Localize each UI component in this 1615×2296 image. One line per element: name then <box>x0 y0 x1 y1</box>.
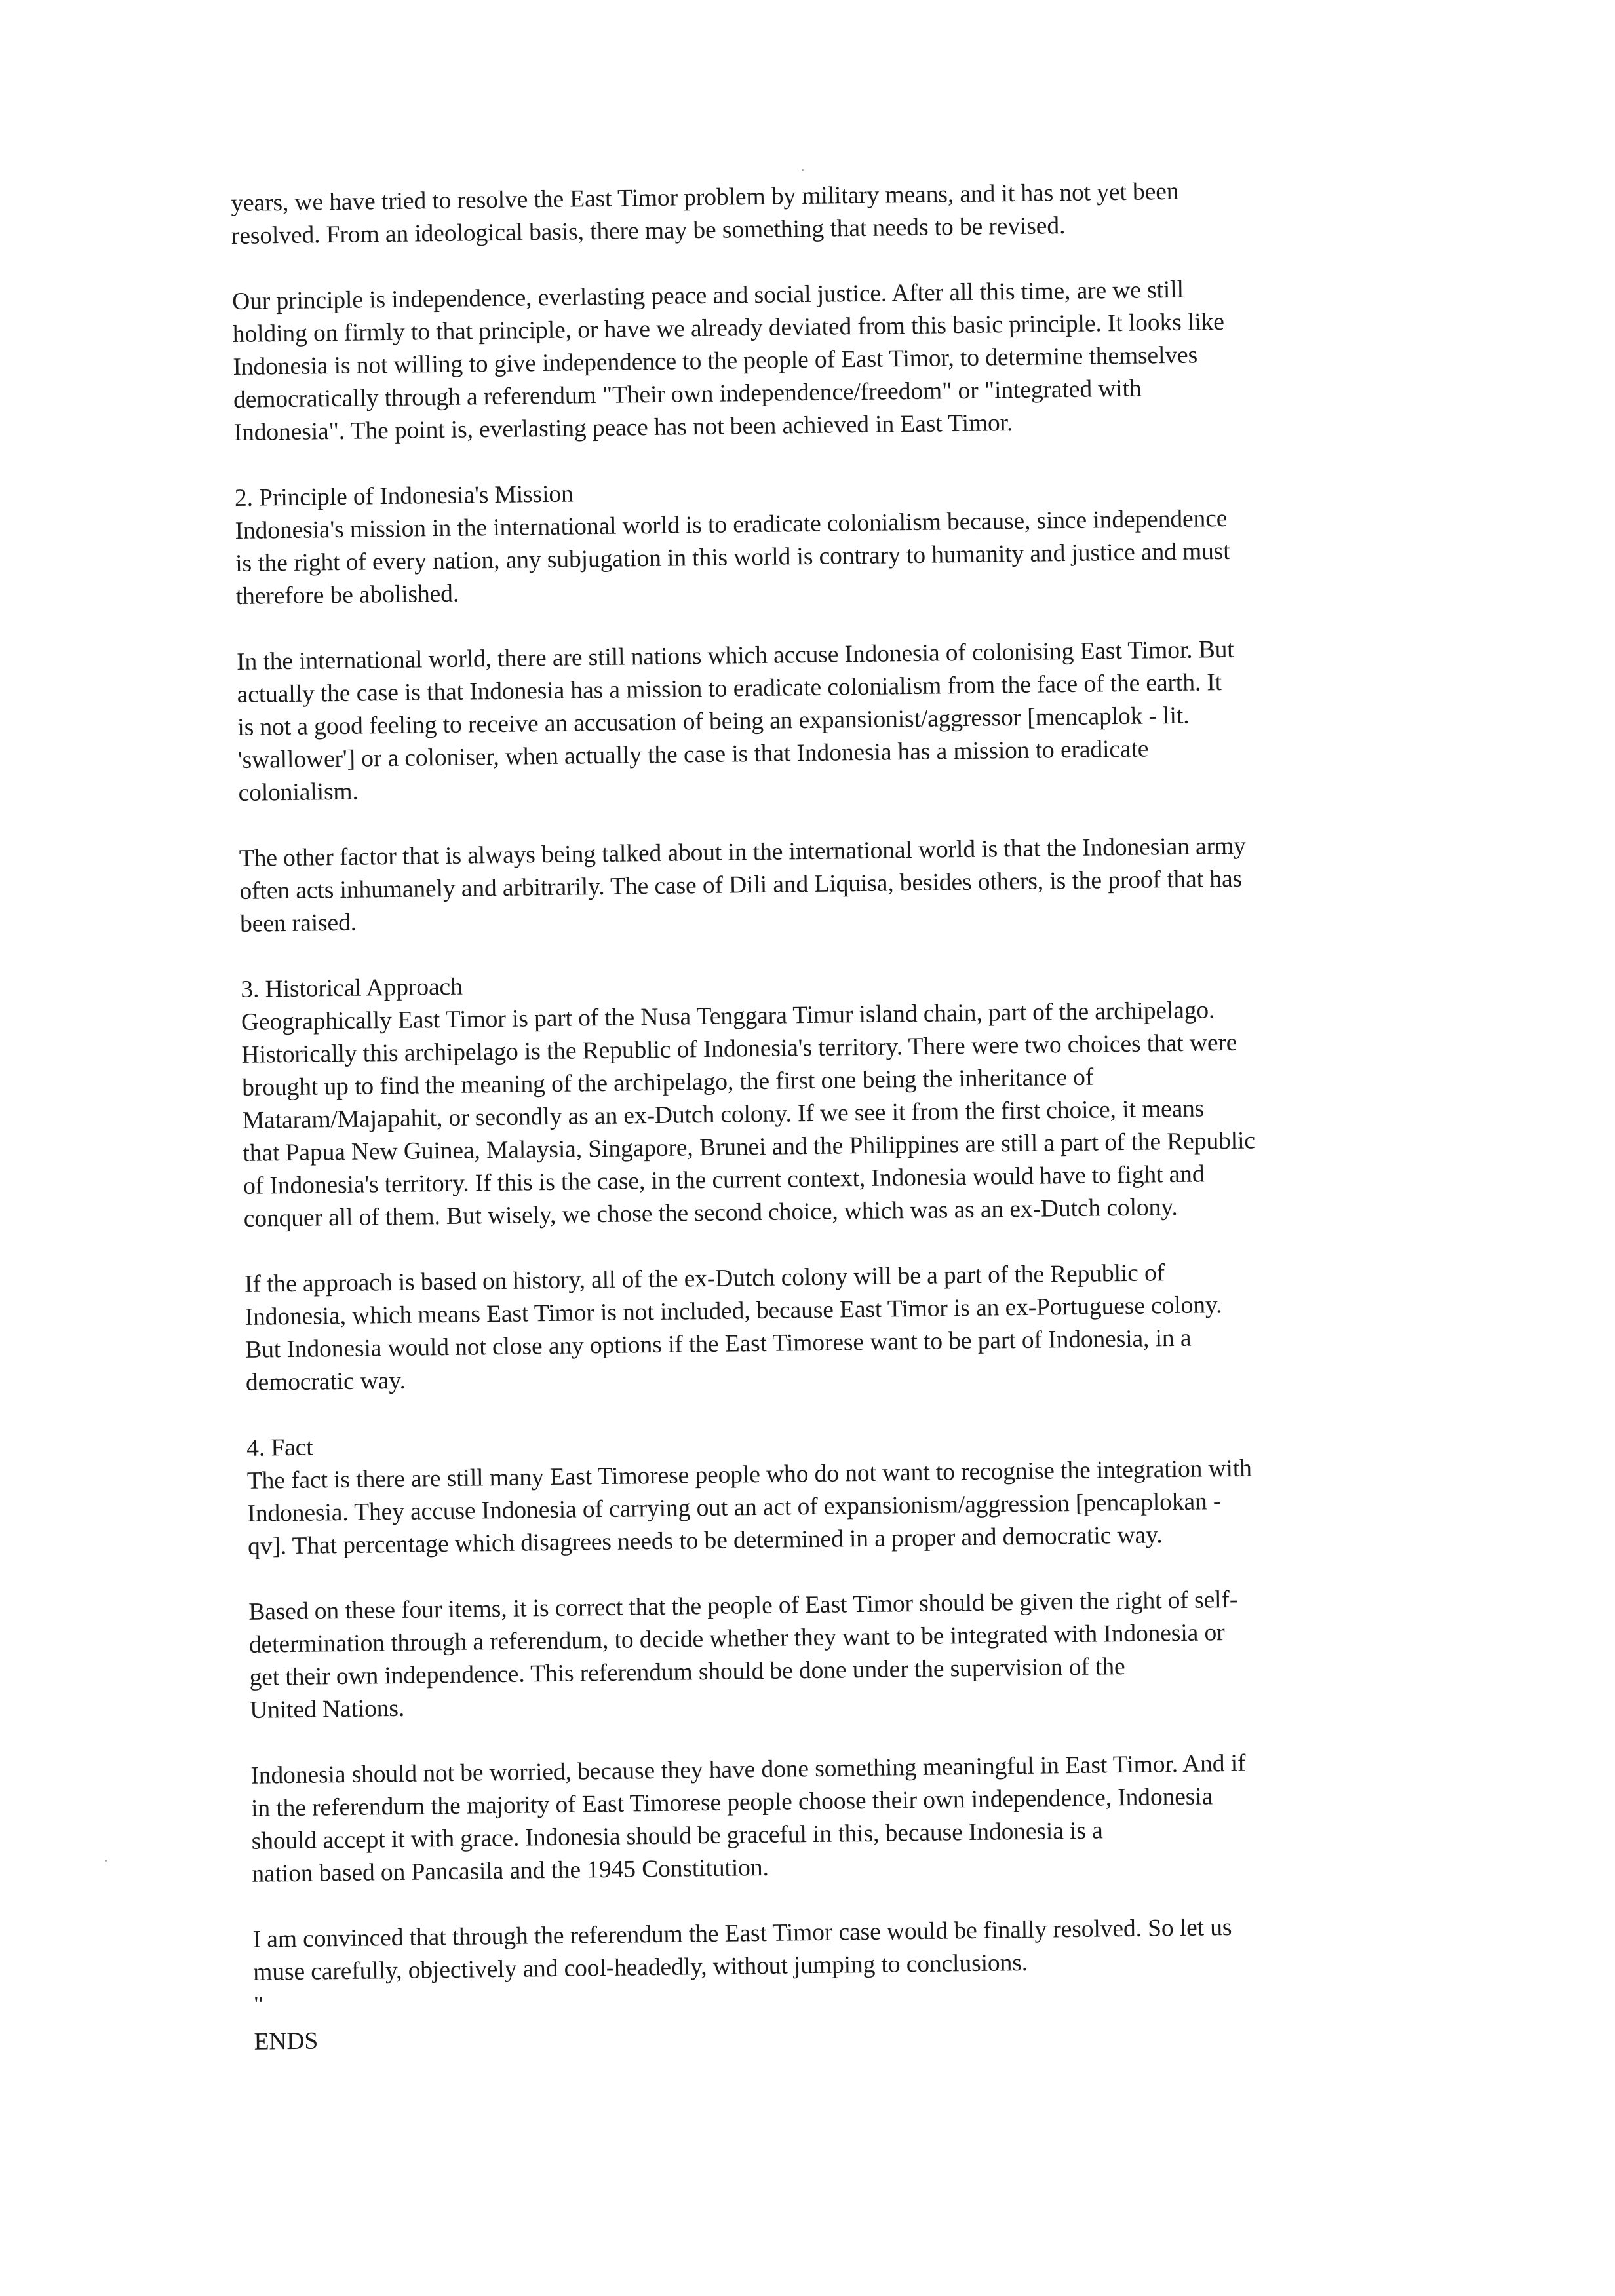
body-paragraph: In the international world, there are still nations which accuse Indonesia of colonising East Timor. But actually the case is that Indonesia has a mission to eradicate colonialism from the face of the earth. It is not a good feeling to receive an accusation of being an expansionist/aggressor [mencaplok - lit. 'swallower'] or a coloniser, when actually the case is that Indonesia has a mission to eradicate colonialism. <box>236 636 1234 807</box>
body-paragraph: The fact is there are still many East Timorese people who do not want to recognise the integration with Indonesia. They accuse Indonesia of carrying out an act of expansionism/aggression [pencaplokan - qv]. That percentage which disagrees needs to be determined in a proper and democratic way. <box>246 1455 1253 1560</box>
body-paragraph: The other factor that is always being talked about in the international world is that the Indonesian army often acts inhumanely and arbitrarily. The case of Dili and Liquisa, besides others, is the proof that has been raised. <box>239 832 1246 938</box>
body-paragraph: years, we have tried to resolve the East Timor problem by military means, and it has not yet been resolved. From an ideological basis, there may be something that needs to be revised. <box>231 178 1179 250</box>
body-paragraph: Our principle is independence, everlasting peace and social justice. After all this time, are we still holding on firmly to that principle, or have we already deviated from this basic principle. It looks like Indonesia is not willing to give independence to the people of East Timor, to determine themselves democratically through a referendum "Their own independence/freedom" or "integrated with Indonesia". The point is, everlasting peace has not been achieved in East Timor. <box>231 276 1225 446</box>
body-paragraph: If the approach is based on history, all of the ex-Dutch colony will be a part of the Republic of Indonesia, which means East Timor is not included, because East Timor is an ex-Portuguese colony. But Indonesia would not close any options if the East Timorese want to be part of Indonesia, in a democratic way. <box>244 1259 1222 1396</box>
document-body <box>231 173 1428 2092</box>
body-paragraph: I am convinced that through the referendum the East Timor case would be finally resolved. So let us muse carefully, objectively and cool-headedly, without jumping to conclusions. <box>252 1914 1232 1986</box>
closing-quote-mark: " <box>253 1991 264 2019</box>
section-heading: 3. Historical Approach <box>241 973 463 1003</box>
body-paragraph: Indonesia should not be worried, because they have done something meaningful in East Timor. And if in the referendum the majority of East Timorese people choose their own independence, Indonesia should accept it with grace. Indonesia should be graceful in this, because Indonesia is a nation based on Pancasila and the 1945 Constitution. <box>250 1750 1246 1888</box>
body-paragraph: Based on these four items, it is correct that the people of East Timor should be given the right of self- determination through a referendum, to decide whether they want to be integrated with Indonesia or get their own independence. This referendum should be done under the supervision of the United Nations. <box>248 1586 1238 1724</box>
ends-marker: ENDS <box>254 2027 319 2056</box>
section-heading: 4. Fact <box>246 1434 313 1462</box>
scan-speck <box>105 1860 107 1862</box>
body-paragraph: Indonesia's mission in the international world is to eradicate colonialism because, since independence is the right of every nation, any subjugation in this world is contrary to humanity and justice and must therefore be abolished. <box>235 505 1230 610</box>
body-paragraph: Geographically East Timor is part of the Nusa Tenggara Timur island chain, part of the archipelago. Historically this archipelago is the Republic of Indonesia's territory. There were two choices that were brought up to find the meaning of the archipelago, the first one being the inheritance of Mataram/Majapahit, or secondly as an ex-Dutch colony. If we see it from the first choice, it means that Papua New Guinea, Malaysia, Singapore, Brunei and the Philippines are still a part of the Republic of Indonesia's territory. If this is the case, in the current context, Indonesia would have to fight and conquer all of them. But wisely, we chose the second choice, which was as an ex-Dutch colony. <box>241 997 1256 1233</box>
scan-speck <box>802 169 804 171</box>
section-heading: 2. Principle of Indonesia's Mission <box>234 480 574 512</box>
